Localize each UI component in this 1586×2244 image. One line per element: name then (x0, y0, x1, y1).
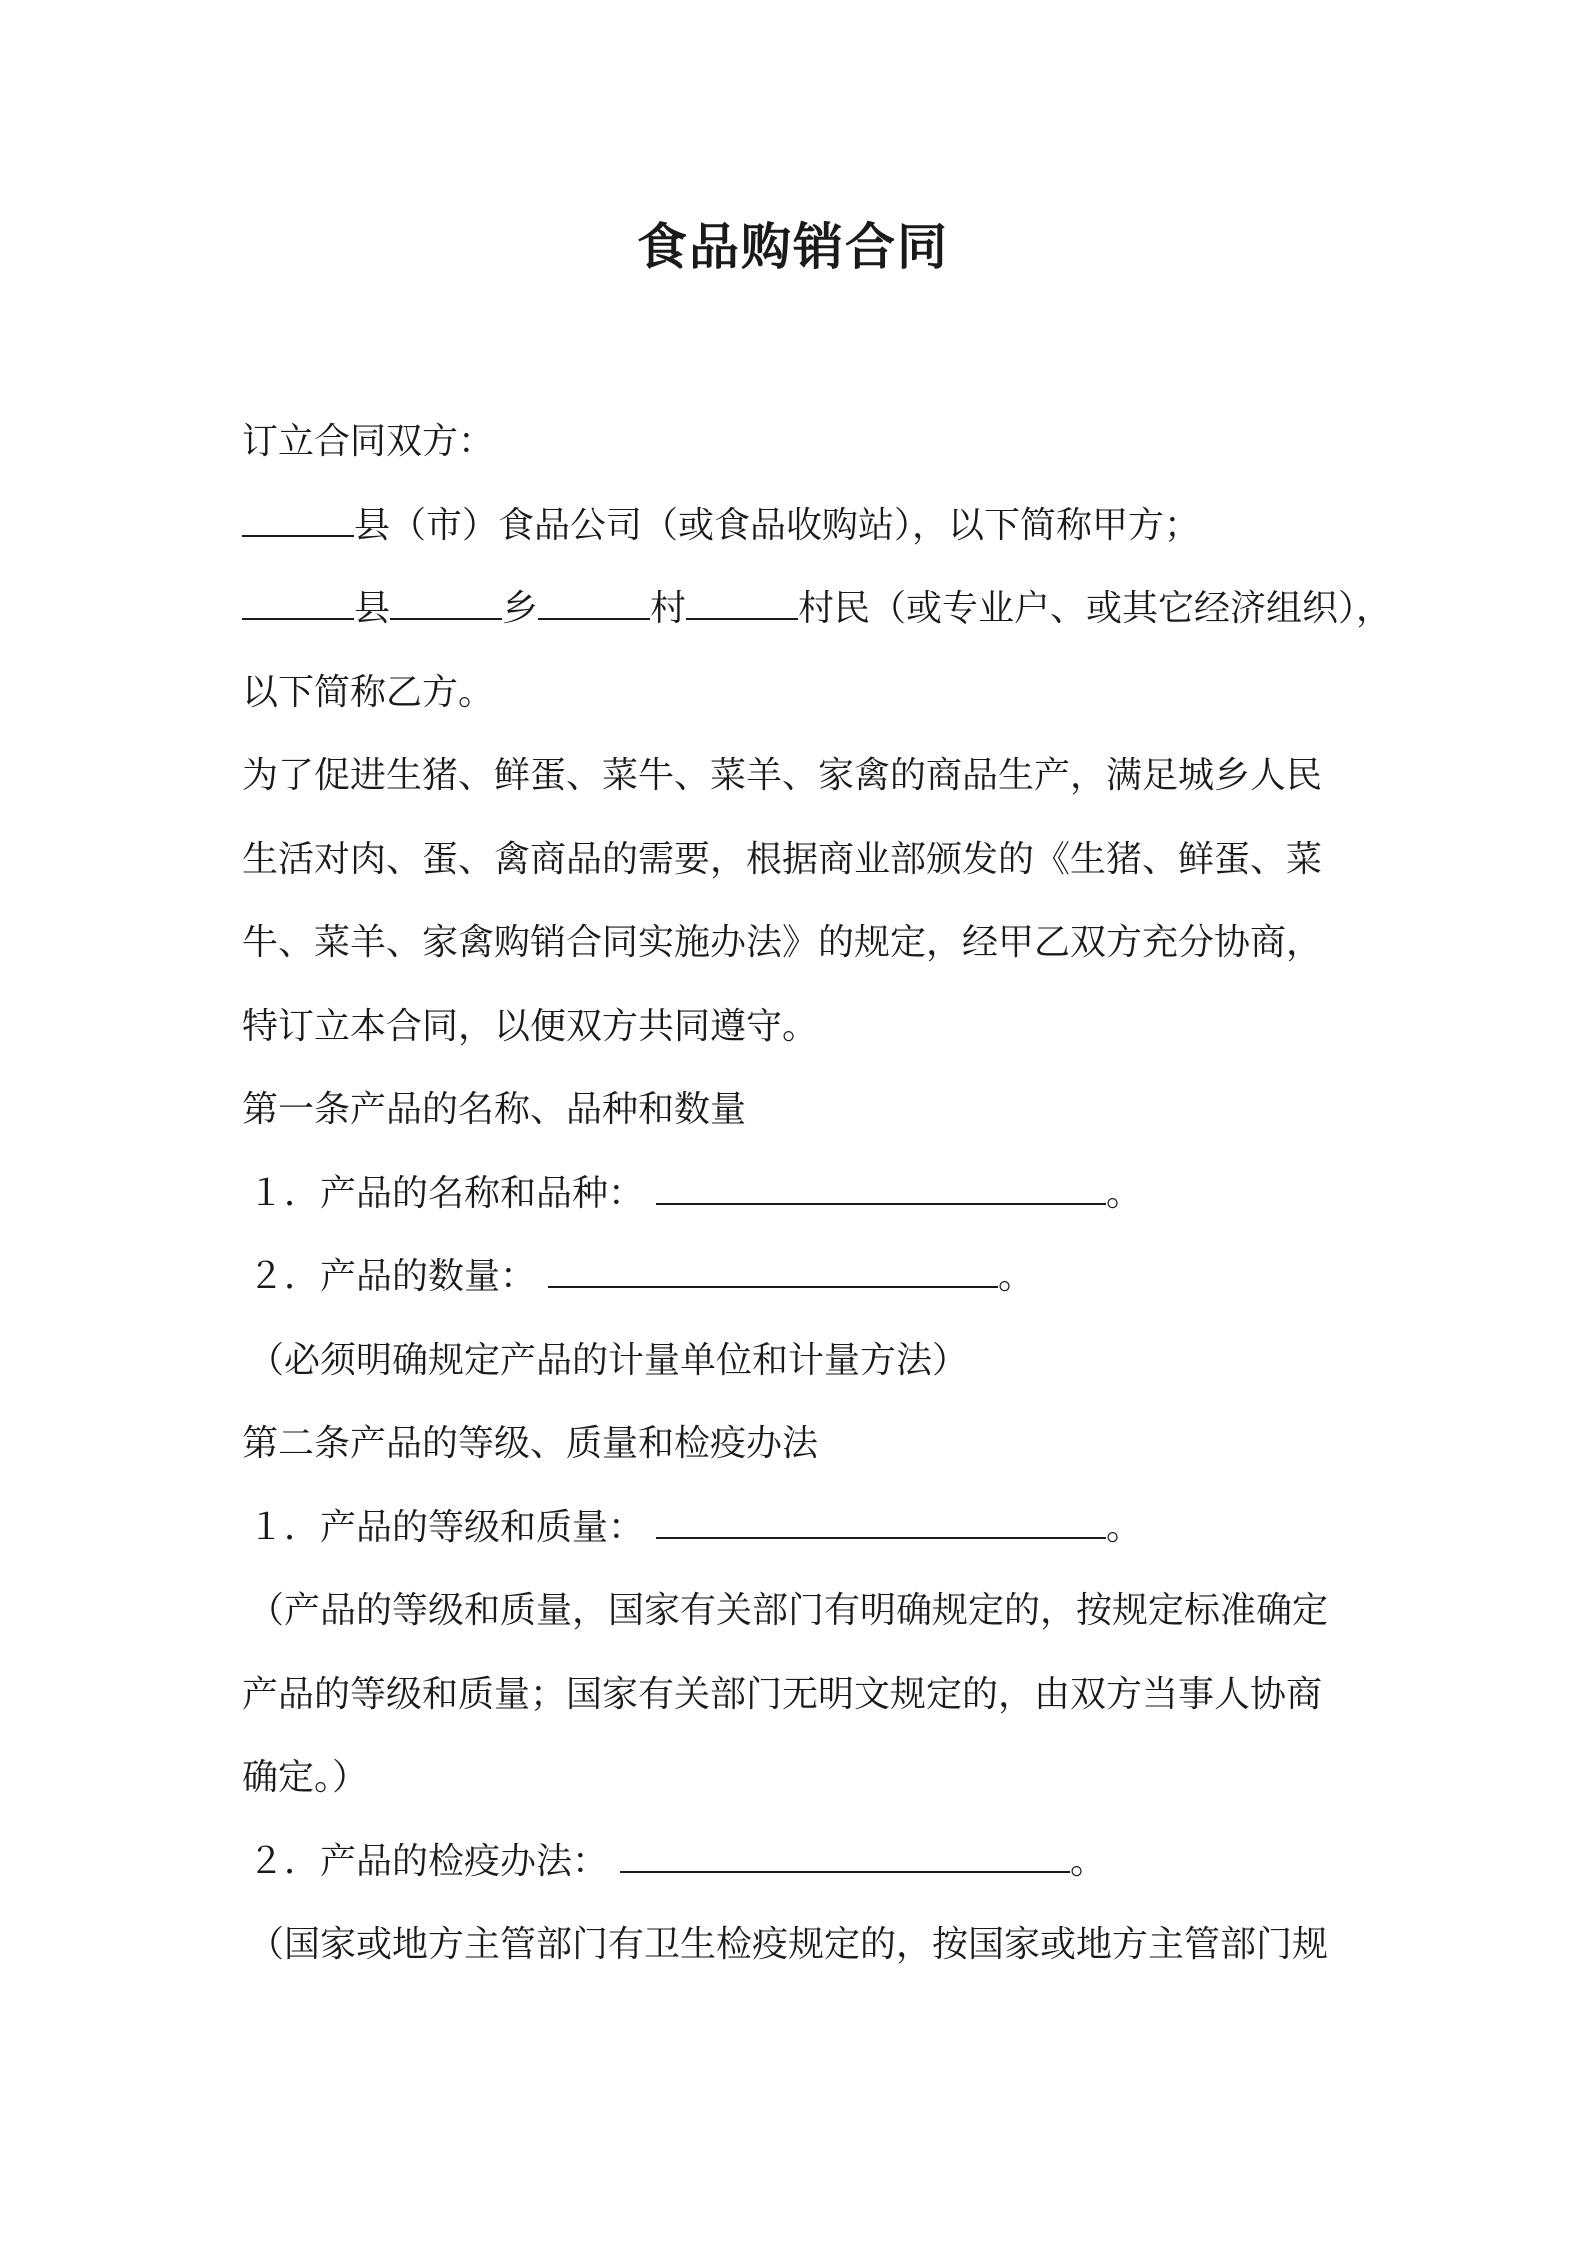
article1-item2-blank (548, 1246, 998, 1288)
preamble-line: 特订立本合同，以便双方共同遵守。 (242, 1005, 819, 1047)
party-b-township-blank (390, 578, 502, 620)
preamble-line: 为了促进生猪、鲜蛋、菜牛、菜羊、家禽的商品生产，满足城乡人民 (242, 755, 1323, 796)
party-b-village-label: 村 (650, 588, 687, 629)
article2-item1 (242, 1486, 1362, 1570)
party-b-continuation: 以下简称乙方。 (242, 671, 495, 713)
article1-item2 (242, 1235, 1362, 1319)
party-a-text: 县（市）食品公司（或食品收购站），以下简称甲方； (354, 504, 1201, 546)
article1-item1-end: 。 (1106, 1172, 1143, 1214)
article2-item1-blank (656, 1497, 1106, 1539)
article2-item1-label: １．产品的等级和质量： (248, 1506, 645, 1548)
article2-note-line: （产品的等级和质量，国家有关部门有明确规定的，按规定标准确定 (248, 1590, 1329, 1631)
party-b-line (242, 567, 1393, 651)
party-b-county-blank (242, 578, 354, 620)
article1-item1 (242, 1152, 1362, 1236)
article2-note-line: 产品的等级和质量；国家有关部门无明文规定的，由双方当事人协商 (242, 1673, 1323, 1715)
article2-item2-blank (620, 1831, 1070, 1873)
preamble-line: 牛、菜羊、家禽购销合同实施办法》的规定，经甲乙双方充分协商， (242, 922, 1323, 963)
party-b-village-blank (538, 578, 650, 620)
article2-heading: 第二条产品的等级、质量和检疫办法 (242, 1423, 819, 1464)
document-title: 食品购销合同 (637, 218, 949, 276)
article2-item2 (242, 1820, 1362, 1904)
party-b-county-label: 县 (354, 588, 391, 629)
party-b-tail: 村民（或专业户、或其它经济组织）， (798, 588, 1393, 629)
article2-item2-label: ２．产品的检疫办法： (248, 1840, 609, 1882)
article1-item1-label: １．产品的名称和品种： (248, 1172, 645, 1214)
document-body (242, 400, 1393, 1987)
article1-item1-blank (656, 1163, 1106, 1205)
party-a-county-blank (242, 495, 354, 537)
article2-note-line: 确定。） (242, 1757, 369, 1798)
party-b-villager-blank (686, 578, 798, 620)
parties-heading: 订立合同双方： (242, 421, 495, 462)
article1-heading: 第一条产品的名称、品种和数量 (242, 1089, 747, 1130)
article1-item2-end: 。 (998, 1256, 1035, 1297)
article1-note: （必须明确规定产品的计量单位和计量方法） (248, 1339, 969, 1381)
article2-note2: （国家或地方主管部门有卫生检疫规定的，按国家或地方主管部门规 (248, 1924, 1329, 1965)
party-b-township-label: 乡 (502, 588, 539, 629)
article2-item1-end: 。 (1106, 1506, 1143, 1548)
party-a-line (242, 484, 1362, 568)
article2-item2-end: 。 (1070, 1840, 1107, 1882)
preamble-line: 生活对肉、蛋、禽商品的需要，根据商业部颁发的《生猪、鲜蛋、菜 (242, 838, 1323, 880)
article1-item2-label: ２．产品的数量： (248, 1256, 537, 1297)
